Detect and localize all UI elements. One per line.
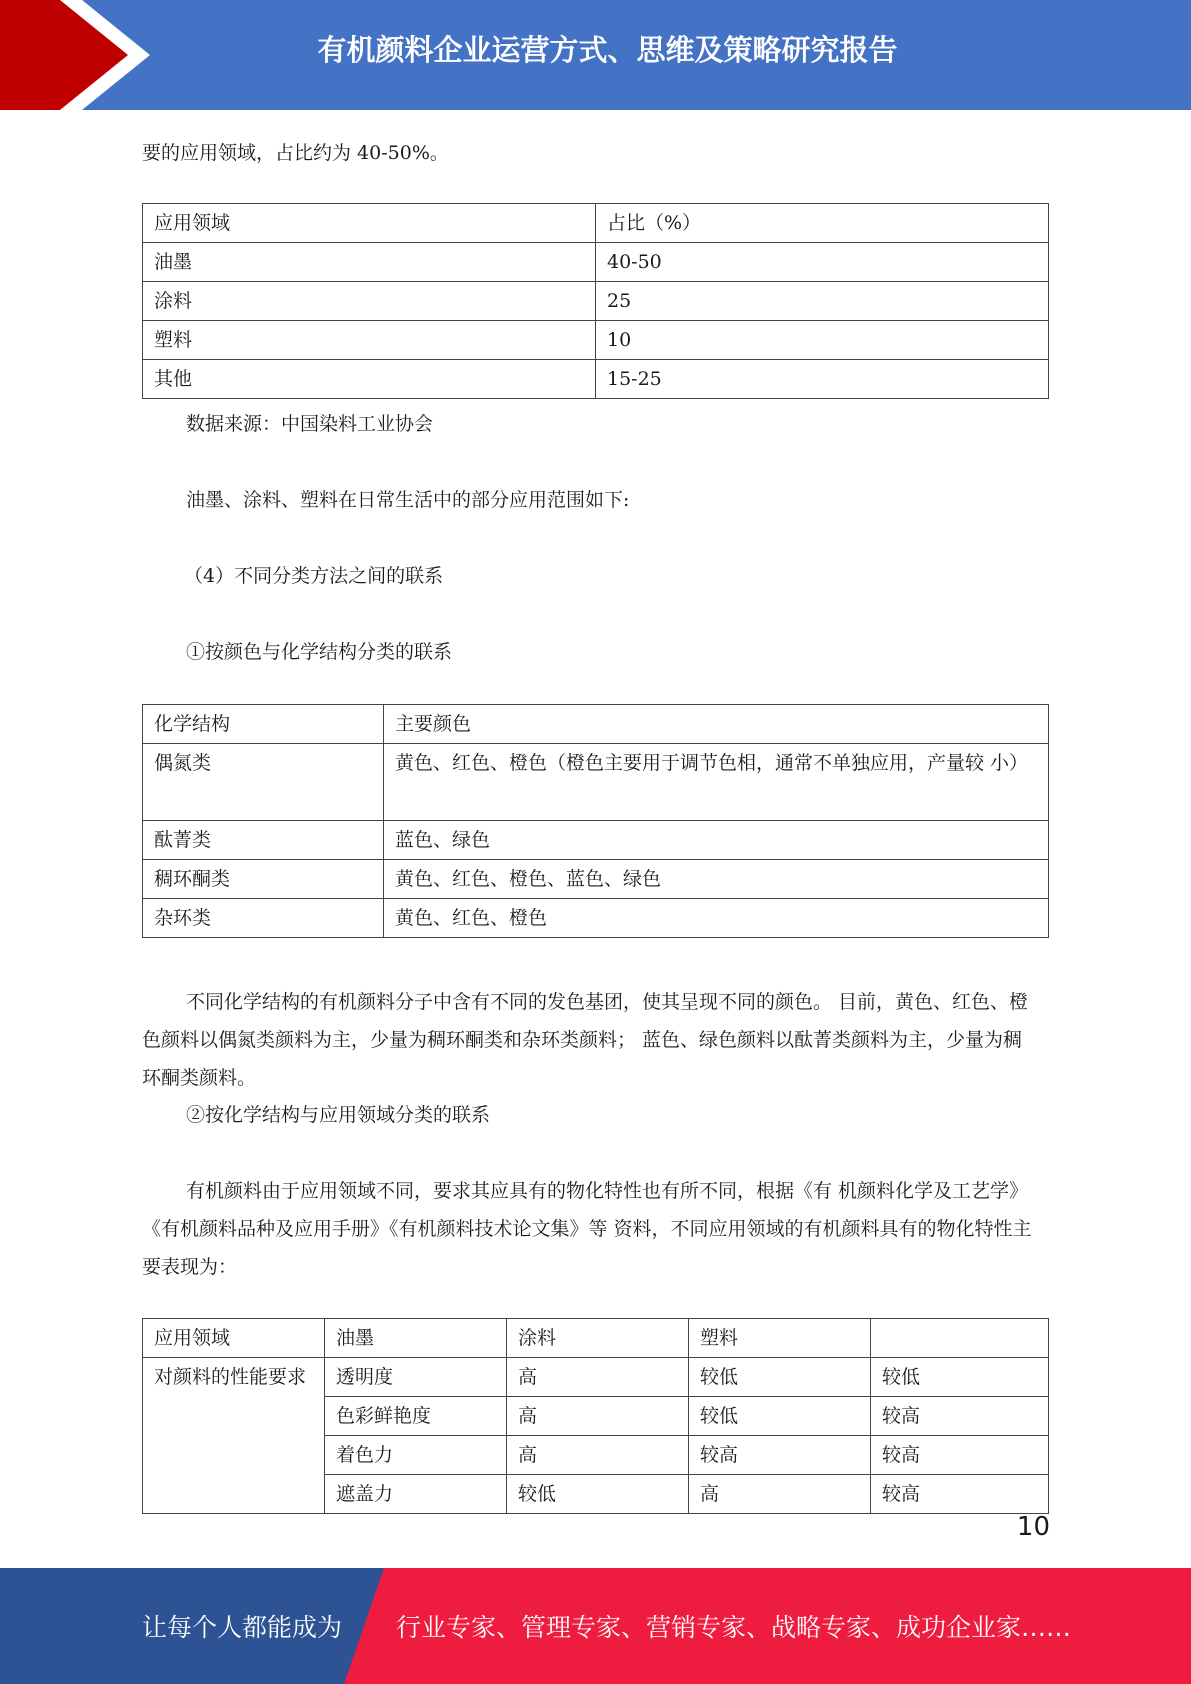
table-cell: 较低 bbox=[507, 1475, 689, 1514]
footer-slogan-left: 让每个人都能成为 bbox=[142, 1613, 343, 1642]
table-cell: 杂环类 bbox=[143, 899, 384, 938]
table-header-cell: 油墨 bbox=[325, 1319, 507, 1358]
table-cell: 涂料 bbox=[143, 282, 596, 321]
table-cell: 15-25 bbox=[596, 360, 1049, 399]
table-cell: 稠环酮类 bbox=[143, 860, 384, 899]
table-row bbox=[143, 243, 1049, 282]
report-title: 有机颜料企业运营方式、思维及策略研究报告 bbox=[317, 33, 898, 67]
table-header-cell: 主要颜色 bbox=[384, 705, 1049, 744]
chemistry-paragraph: 不同化学结构的有机颜料分子中含有不同的发色基团，使其呈现不同的颜色。 目前，黄色、红色、橙色颜料以偶氮类颜料为主，少量为稠环酮类和杂环类颜料； 蓝色、绿色颜料以酞菁类颜料为主，少量为稠环酮类颜料。 bbox=[142, 991, 1029, 1089]
application-share-table bbox=[142, 203, 1049, 399]
table-cell: 25 bbox=[596, 282, 1049, 321]
table-cell: 较高 bbox=[871, 1436, 1049, 1475]
table-header-cell bbox=[871, 1319, 1049, 1358]
table-cell: 较低 bbox=[689, 1358, 871, 1397]
table-cell: 高 bbox=[689, 1475, 871, 1514]
table-header-cell: 涂料 bbox=[507, 1319, 689, 1358]
table-cell: 黄色、红色、橙色、蓝色、绿色 bbox=[384, 860, 1049, 899]
properties-table bbox=[142, 1318, 1049, 1514]
table-cell: 遮盖力 bbox=[325, 1475, 507, 1514]
properties-paragraph: 有机颜料由于应用领域不同，要求其应具有的物化特性也有所不同，根据《有 机颜料化学及工艺学》《有机颜料品种及应用手册》《有机颜料技术论文集》等 资料，不同应用领域的有机颜料具有的物化特性主要表现为： bbox=[142, 1180, 1032, 1278]
page-number: 10 bbox=[1016, 1512, 1050, 1542]
table-header-row bbox=[143, 1319, 1049, 1358]
table-row bbox=[143, 1358, 1049, 1397]
table-cell: 较高 bbox=[871, 1475, 1049, 1514]
footer-slogan-right: 行业专家、管理专家、营销专家、战略专家、成功企业家…… bbox=[396, 1613, 1072, 1642]
table-cell: 高 bbox=[507, 1358, 689, 1397]
table-cell: 较高 bbox=[689, 1436, 871, 1475]
table-cell: 蓝色、绿色 bbox=[384, 821, 1049, 860]
subsection-heading-1: ①按颜色与化学结构分类的联系 bbox=[186, 641, 453, 663]
table-row bbox=[143, 860, 1049, 899]
table-header-cell: 塑料 bbox=[689, 1319, 871, 1358]
table-cell: 透明度 bbox=[325, 1358, 507, 1397]
table-cell: 酞菁类 bbox=[143, 821, 384, 860]
table-cell: 色彩鲜艳度 bbox=[325, 1397, 507, 1436]
table-row bbox=[143, 744, 1049, 821]
usage-paragraph: 油墨、涂料、塑料在日常生活中的部分应用范围如下: bbox=[186, 489, 630, 511]
table-row bbox=[143, 899, 1049, 938]
section-heading: （4）不同分类方法之间的联系 bbox=[184, 565, 444, 587]
table-cell: 黄色、红色、橙色 bbox=[384, 899, 1049, 938]
table-row bbox=[143, 360, 1049, 399]
table-cell: 10 bbox=[596, 321, 1049, 360]
page-header bbox=[0, 0, 1191, 110]
table-header-cell: 应用领域 bbox=[143, 204, 596, 243]
subsection-heading-2: ②按化学结构与应用领域分类的联系 bbox=[186, 1104, 491, 1126]
table-cell: 偶氮类 bbox=[143, 744, 384, 821]
table-row bbox=[143, 321, 1049, 360]
table-header-row bbox=[143, 204, 1049, 243]
table-cell: 较高 bbox=[871, 1397, 1049, 1436]
table-row-header-cell: 对颜料的性能要求 bbox=[143, 1358, 325, 1514]
table-cell: 塑料 bbox=[143, 321, 596, 360]
table-cell: 其他 bbox=[143, 360, 596, 399]
table-cell: 着色力 bbox=[325, 1436, 507, 1475]
table-header-cell: 应用领域 bbox=[143, 1319, 325, 1358]
table-cell: 较低 bbox=[689, 1397, 871, 1436]
table-cell: 40-50 bbox=[596, 243, 1049, 282]
table-row bbox=[143, 821, 1049, 860]
table-row bbox=[143, 282, 1049, 321]
intro-line: 要的应用领域，占比约为 40-50%。 bbox=[142, 142, 449, 164]
table-header-row bbox=[143, 705, 1049, 744]
table-cell: 较低 bbox=[871, 1358, 1049, 1397]
table-header-cell: 化学结构 bbox=[143, 705, 384, 744]
table-cell: 油墨 bbox=[143, 243, 596, 282]
source-note: 数据来源：中国染料工业协会 bbox=[186, 413, 434, 435]
table-cell: 高 bbox=[507, 1436, 689, 1475]
structure-color-table bbox=[142, 704, 1049, 938]
table-cell: 黄色、红色、橙色（橙色主要用于调节色相，通常不单独应用，产量较 小） bbox=[384, 744, 1049, 821]
table-header-cell: 占比（%） bbox=[596, 204, 1049, 243]
table-cell: 高 bbox=[507, 1397, 689, 1436]
